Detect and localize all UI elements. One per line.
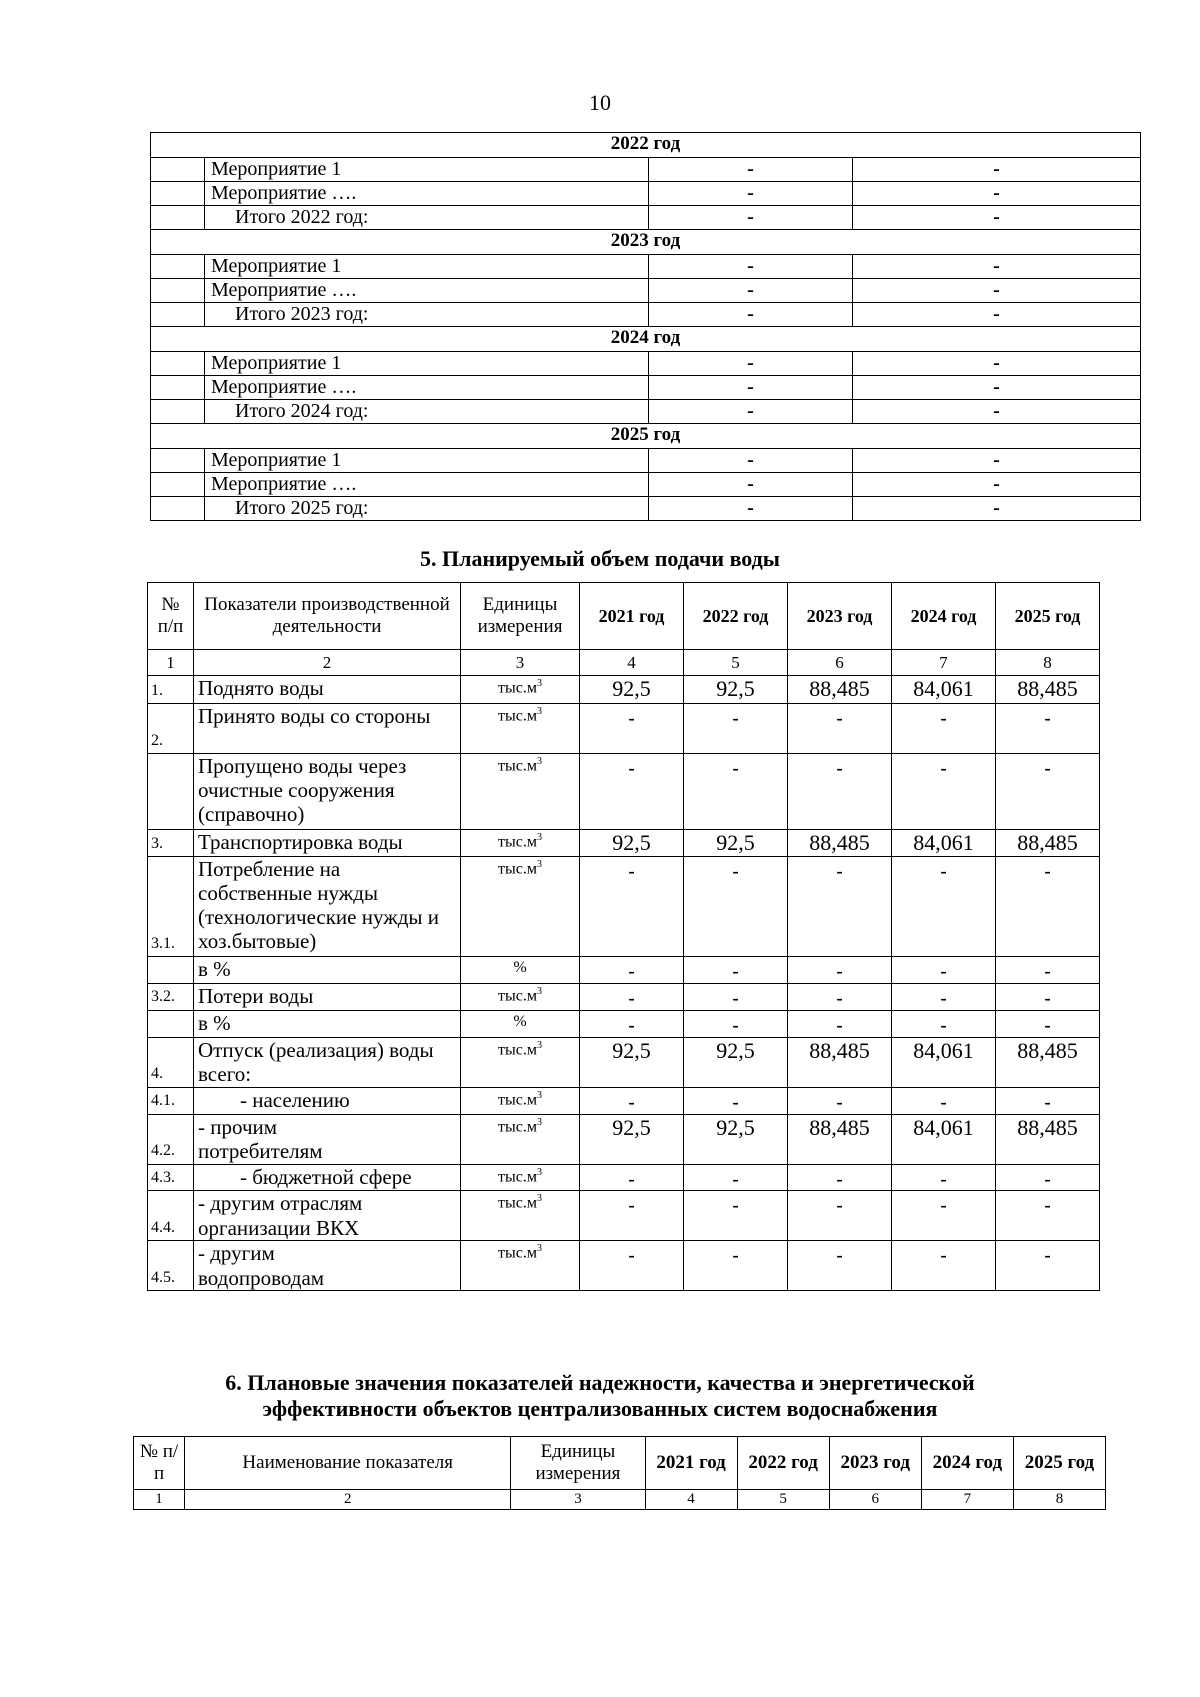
- value-cell: -: [892, 1010, 996, 1037]
- column-number: 7: [892, 650, 996, 676]
- value-cell: -: [684, 857, 788, 957]
- year-label: 2024 год: [151, 327, 1141, 352]
- empty-cell: [151, 255, 205, 279]
- value-cell: -: [892, 704, 996, 754]
- unit-text: тыс.м: [498, 1117, 537, 1135]
- column-number: 7: [921, 1490, 1013, 1510]
- table-row: [148, 754, 1100, 830]
- value-cell: -: [996, 984, 1100, 1011]
- value-cell: 88,485: [996, 830, 1100, 857]
- value-cell: -: [996, 857, 1100, 957]
- value-cell: 88,485: [788, 1037, 892, 1087]
- indicator-name: Потери воды: [194, 984, 461, 1011]
- value-cell: -: [996, 957, 1100, 984]
- column-number: 1: [134, 1490, 185, 1510]
- empty-cell: [151, 376, 205, 400]
- unit-superscript: 3: [536, 678, 542, 689]
- value-cell: -: [853, 182, 1141, 206]
- indicator-name: Поднято воды: [194, 676, 461, 704]
- event-label: Мероприятие ….: [205, 182, 649, 206]
- empty-cell: [151, 473, 205, 497]
- empty-cell: [151, 352, 205, 376]
- value-cell: -: [788, 1010, 892, 1037]
- event-label: Мероприятие 1: [205, 255, 649, 279]
- table-row: [151, 473, 1141, 497]
- table-row: [151, 303, 1141, 327]
- value-cell: -: [853, 376, 1141, 400]
- section-5-title: 5. Планируемый объем подачи воды: [420, 546, 780, 571]
- table-row: [151, 497, 1141, 521]
- value-cell: -: [996, 704, 1100, 754]
- unit-cell: [461, 1241, 580, 1291]
- unit-cell: [461, 1037, 580, 1087]
- column-header: Наименование показателя: [185, 1437, 511, 1490]
- table-row: [151, 206, 1141, 230]
- section-6-title-line-2: эффективности объектов централизованных систем водоснабжения: [262, 1396, 938, 1422]
- unit-text: тыс.м: [498, 1194, 537, 1212]
- unit-text: тыс.м: [498, 1041, 537, 1059]
- value-cell: -: [649, 158, 853, 182]
- empty-cell: [151, 206, 205, 230]
- value-cell: 92,5: [580, 1114, 684, 1164]
- indicator-line-1: - другим: [198, 1241, 275, 1266]
- header-row: [148, 583, 1100, 650]
- value-cell: -: [684, 1164, 788, 1191]
- column-number-row: [134, 1490, 1106, 1510]
- table-row: [148, 1241, 1100, 1291]
- column-number: 3: [461, 650, 580, 676]
- unit-superscript: 3: [536, 706, 542, 717]
- value-cell: -: [853, 497, 1141, 521]
- value-cell: -: [580, 957, 684, 984]
- row-number: 2.: [148, 704, 194, 754]
- value-cell: -: [996, 1010, 1100, 1037]
- column-number-row: [148, 650, 1100, 676]
- indicator-name: в %: [194, 957, 461, 984]
- empty-cell: [151, 449, 205, 473]
- indicator-name: - бюджетной сфере: [194, 1164, 461, 1191]
- unit-superscript: 3: [536, 756, 542, 767]
- value-cell: 84,061: [892, 676, 996, 704]
- row-number: 3.1.: [148, 857, 194, 957]
- value-cell: -: [788, 754, 892, 830]
- unit-cell: %: [461, 1010, 580, 1037]
- empty-cell: [151, 303, 205, 327]
- unit-cell: [461, 676, 580, 704]
- value-cell: 92,5: [684, 676, 788, 704]
- event-label: Мероприятие 1: [205, 158, 649, 182]
- column-header: Единицы измерения: [461, 583, 580, 650]
- empty-cell: [151, 279, 205, 303]
- column-number: 2: [185, 1490, 511, 1510]
- indicator-line-1: - прочим: [198, 1114, 278, 1139]
- value-cell: -: [684, 1087, 788, 1114]
- value-cell: -: [853, 158, 1141, 182]
- event-label: Мероприятие ….: [205, 473, 649, 497]
- value-cell: -: [580, 1010, 684, 1037]
- table-row: [148, 857, 1100, 957]
- unit-superscript: 3: [536, 832, 542, 843]
- row-number: 4.3.: [148, 1164, 194, 1191]
- value-cell: -: [853, 279, 1141, 303]
- indicator-name: [194, 1114, 461, 1164]
- value-cell: 92,5: [580, 830, 684, 857]
- unit-superscript: 3: [536, 859, 542, 870]
- total-label: Итого 2022 год:: [205, 206, 649, 230]
- unit-text: тыс.м: [498, 1167, 537, 1185]
- column-header: 2021 год: [645, 1437, 737, 1490]
- value-cell: -: [853, 352, 1141, 376]
- column-header: 2021 год: [580, 583, 684, 650]
- unit-superscript: 3: [536, 1243, 542, 1255]
- section-6-title-line-1: 6. Плановые значения показателей надежности, качества и энергетической: [225, 1370, 975, 1395]
- empty-cell: [151, 158, 205, 182]
- row-number: 4.4.: [148, 1191, 194, 1241]
- value-cell: 84,061: [892, 1037, 996, 1087]
- table-row: [148, 1114, 1100, 1164]
- value-cell: -: [892, 984, 996, 1011]
- table-row: [151, 449, 1141, 473]
- page-number: 10: [589, 90, 611, 115]
- unit-cell: [461, 1191, 580, 1241]
- value-cell: -: [684, 957, 788, 984]
- indicator-line-2: водопроводам: [198, 1265, 325, 1290]
- value-cell: -: [996, 1164, 1100, 1191]
- events-table: [150, 132, 1141, 521]
- value-cell: -: [996, 1087, 1100, 1114]
- table-row: [151, 279, 1141, 303]
- value-cell: -: [996, 754, 1100, 830]
- column-number: 6: [788, 650, 892, 676]
- row-number: 4.2.: [148, 1114, 194, 1164]
- value-cell: 88,485: [788, 676, 892, 704]
- total-label: Итого 2023 год:: [205, 303, 649, 327]
- indicator-name: [194, 1191, 461, 1241]
- unit-cell: [461, 754, 580, 830]
- value-cell: -: [580, 1241, 684, 1291]
- empty-cell: [151, 497, 205, 521]
- table-row: [148, 830, 1100, 857]
- column-header: 2024 год: [892, 583, 996, 650]
- unit-cell: [461, 1114, 580, 1164]
- value-cell: 88,485: [788, 1114, 892, 1164]
- row-number: 4.: [148, 1037, 194, 1087]
- value-cell: -: [684, 1010, 788, 1037]
- table-row: [151, 158, 1141, 182]
- row-number: 4.5.: [148, 1241, 194, 1291]
- table-row: [151, 255, 1141, 279]
- value-cell: -: [892, 1191, 996, 1241]
- table-row: [148, 1164, 1100, 1191]
- column-header: № п/п: [134, 1437, 185, 1490]
- value-cell: 84,061: [892, 830, 996, 857]
- value-cell: -: [649, 473, 853, 497]
- value-cell: -: [853, 449, 1141, 473]
- value-cell: -: [788, 984, 892, 1011]
- column-header: № п/п: [148, 583, 194, 650]
- value-cell: -: [684, 1191, 788, 1241]
- unit-cell: [461, 1164, 580, 1191]
- value-cell: -: [788, 1087, 892, 1114]
- column-header: 2022 год: [737, 1437, 829, 1490]
- column-number: 1: [148, 650, 194, 676]
- indicator-name: Потребление на собственные нужды (технологические нужды и хоз.бытовые): [194, 857, 461, 957]
- value-cell: -: [649, 255, 853, 279]
- column-number: 4: [645, 1490, 737, 1510]
- indicator-name: [194, 1241, 461, 1291]
- value-cell: -: [649, 352, 853, 376]
- column-header: Единицы измерения: [511, 1437, 645, 1490]
- unit-text: тыс.м: [498, 1091, 537, 1109]
- column-number: 8: [996, 650, 1100, 676]
- table-row: [148, 676, 1100, 704]
- row-number: 3.: [148, 830, 194, 857]
- table-row: [148, 984, 1100, 1011]
- value-cell: -: [649, 497, 853, 521]
- column-header: 2023 год: [829, 1437, 921, 1490]
- value-cell: -: [788, 957, 892, 984]
- year-header-row: [151, 230, 1141, 255]
- value-cell: 88,485: [996, 1114, 1100, 1164]
- value-cell: -: [853, 473, 1141, 497]
- value-cell: -: [853, 255, 1141, 279]
- value-cell: -: [580, 984, 684, 1011]
- value-cell: -: [684, 984, 788, 1011]
- value-cell: -: [853, 400, 1141, 424]
- value-cell: -: [892, 1164, 996, 1191]
- value-cell: -: [649, 449, 853, 473]
- empty-cell: [151, 182, 205, 206]
- value-cell: -: [788, 1191, 892, 1241]
- value-cell: -: [788, 1164, 892, 1191]
- event-label: Мероприятие ….: [205, 376, 649, 400]
- indicator-line-1: - другим отраслям: [198, 1191, 363, 1216]
- year-header-row: [151, 327, 1141, 352]
- value-cell: -: [892, 1241, 996, 1291]
- event-label: Мероприятие 1: [205, 449, 649, 473]
- row-number: [148, 957, 194, 984]
- table-row: [151, 376, 1141, 400]
- value-cell: 92,5: [580, 1037, 684, 1087]
- unit-superscript: 3: [536, 1039, 542, 1051]
- value-cell: -: [580, 1164, 684, 1191]
- table-row: [148, 1010, 1100, 1037]
- value-cell: -: [788, 857, 892, 957]
- column-header: 2025 год: [996, 583, 1100, 650]
- unit-cell: [461, 830, 580, 857]
- row-number: 3.2.: [148, 984, 194, 1011]
- value-cell: -: [580, 1191, 684, 1241]
- column-number: 2: [194, 650, 461, 676]
- value-cell: -: [892, 957, 996, 984]
- indicator-name: Транспортировка воды: [194, 830, 461, 857]
- unit-text: тыс.м: [498, 1244, 537, 1262]
- column-number: 5: [737, 1490, 829, 1510]
- row-number: [148, 1010, 194, 1037]
- unit-cell: %: [461, 957, 580, 984]
- value-cell: -: [649, 206, 853, 230]
- value-cell: -: [684, 754, 788, 830]
- value-cell: -: [892, 754, 996, 830]
- unit-text: тыс.м: [498, 987, 537, 1005]
- column-number: 4: [580, 650, 684, 676]
- value-cell: -: [684, 1241, 788, 1291]
- value-cell: -: [788, 704, 892, 754]
- table-row: [151, 400, 1141, 424]
- table-row: [151, 352, 1141, 376]
- row-number: 1.: [148, 676, 194, 704]
- value-cell: -: [853, 206, 1141, 230]
- value-cell: -: [788, 1241, 892, 1291]
- event-label: Мероприятие ….: [205, 279, 649, 303]
- value-cell: -: [996, 1191, 1100, 1241]
- value-cell: 92,5: [580, 676, 684, 704]
- indicator-name: Пропущено воды через очистные сооружения (справочно): [194, 754, 461, 830]
- unit-superscript: 3: [536, 1166, 542, 1178]
- table-row: [148, 1191, 1100, 1241]
- value-cell: -: [684, 704, 788, 754]
- unit-superscript: 3: [536, 1193, 542, 1205]
- value-cell: 92,5: [684, 1037, 788, 1087]
- indicator-line-2: организации ВКХ: [198, 1215, 360, 1240]
- row-number: 4.1.: [148, 1087, 194, 1114]
- total-label: Итого 2024 год:: [205, 400, 649, 424]
- table-row: [148, 957, 1100, 984]
- column-header: Показатели производственной деятельности: [194, 583, 461, 650]
- column-number: 6: [829, 1490, 921, 1510]
- value-cell: -: [649, 279, 853, 303]
- value-cell: -: [649, 303, 853, 327]
- unit-text: тыс.м: [498, 833, 537, 851]
- value-cell: 88,485: [788, 830, 892, 857]
- value-cell: 88,485: [996, 1037, 1100, 1087]
- value-cell: -: [649, 376, 853, 400]
- unit-cell: [461, 984, 580, 1011]
- indicator-name: Отпуск (реализация) воды всего:: [194, 1037, 461, 1087]
- table-row: [148, 704, 1100, 754]
- row-number: [148, 754, 194, 830]
- indicator-name: Принято воды со стороны: [194, 704, 461, 754]
- year-header-row: [151, 133, 1141, 158]
- column-number: 8: [1013, 1490, 1105, 1510]
- value-cell: -: [580, 1087, 684, 1114]
- indicators-table: [133, 1436, 1106, 1510]
- unit-superscript: 3: [536, 986, 542, 997]
- table-row: [148, 1087, 1100, 1114]
- column-header: 2022 год: [684, 583, 788, 650]
- indicator-line-2: потребителям: [198, 1138, 323, 1163]
- water-supply-table: [147, 582, 1100, 1291]
- value-cell: -: [580, 704, 684, 754]
- column-number: 3: [511, 1490, 645, 1510]
- value-cell: -: [649, 182, 853, 206]
- column-header: 2025 год: [1013, 1437, 1105, 1490]
- unit-text: тыс.м: [498, 860, 537, 878]
- unit-cell: [461, 1087, 580, 1114]
- section-6-title: [0, 1370, 1200, 1423]
- unit-superscript: 3: [536, 1089, 542, 1101]
- value-cell: 88,485: [996, 676, 1100, 704]
- year-label: 2022 год: [151, 133, 1141, 158]
- unit-superscript: 3: [536, 1116, 542, 1128]
- column-header: 2023 год: [788, 583, 892, 650]
- unit-text: тыс.м: [498, 707, 537, 725]
- header-row: [134, 1437, 1106, 1490]
- value-cell: -: [580, 857, 684, 957]
- unit-text: тыс.м: [498, 679, 537, 697]
- total-label: Итого 2025 год:: [205, 497, 649, 521]
- event-label: Мероприятие 1: [205, 352, 649, 376]
- value-cell: -: [892, 1087, 996, 1114]
- table-row: [148, 1037, 1100, 1087]
- table-row: [151, 182, 1141, 206]
- value-cell: 92,5: [684, 1114, 788, 1164]
- value-cell: 84,061: [892, 1114, 996, 1164]
- unit-text: тыс.м: [498, 757, 537, 775]
- empty-cell: [151, 400, 205, 424]
- indicator-name: в %: [194, 1010, 461, 1037]
- year-header-row: [151, 424, 1141, 449]
- indicator-name: - населению: [194, 1087, 461, 1114]
- value-cell: -: [996, 1241, 1100, 1291]
- value-cell: 92,5: [684, 830, 788, 857]
- value-cell: -: [580, 754, 684, 830]
- column-number: 5: [684, 650, 788, 676]
- year-label: 2023 год: [151, 230, 1141, 255]
- year-label: 2025 год: [151, 424, 1141, 449]
- value-cell: -: [892, 857, 996, 957]
- value-cell: -: [649, 400, 853, 424]
- column-header: 2024 год: [921, 1437, 1013, 1490]
- unit-cell: [461, 704, 580, 754]
- unit-cell: [461, 857, 580, 957]
- value-cell: -: [853, 303, 1141, 327]
